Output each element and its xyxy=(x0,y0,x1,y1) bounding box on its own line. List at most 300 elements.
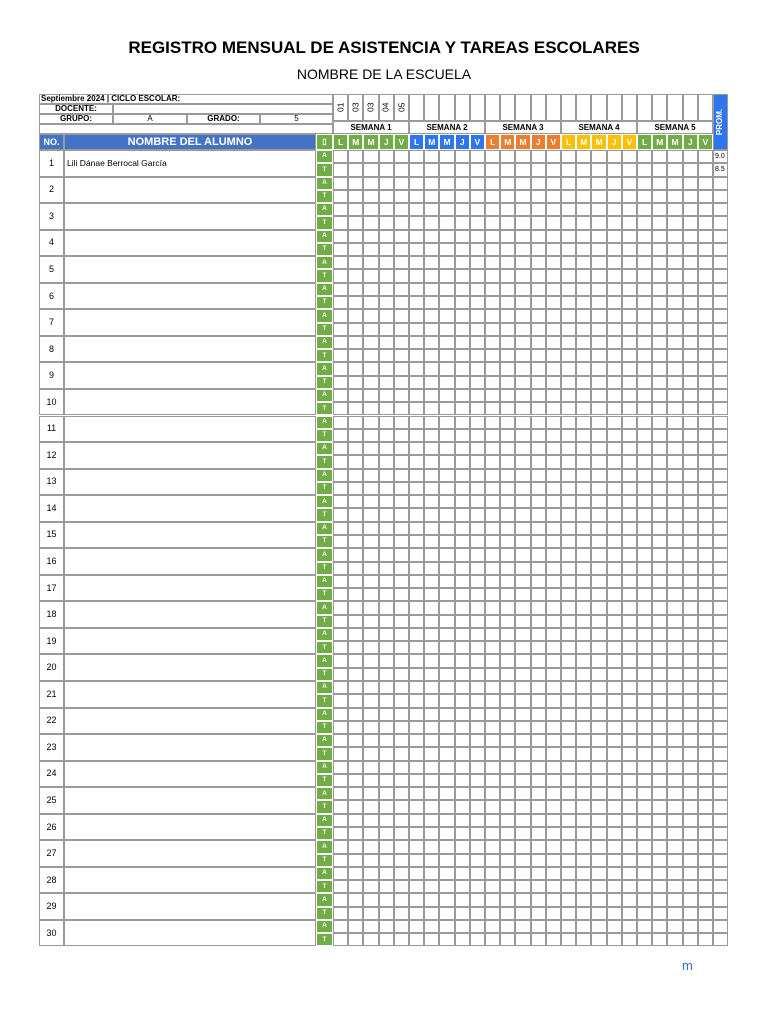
task-cell[interactable] xyxy=(333,376,348,389)
task-cell[interactable] xyxy=(546,588,561,601)
attendance-cell[interactable] xyxy=(348,893,363,906)
task-cell[interactable] xyxy=(379,854,394,867)
task-cell[interactable] xyxy=(439,402,454,415)
task-cell[interactable] xyxy=(363,535,378,548)
attendance-cell[interactable] xyxy=(683,893,698,906)
task-cell[interactable] xyxy=(379,827,394,840)
task-cell[interactable] xyxy=(531,535,546,548)
task-cell[interactable] xyxy=(470,482,485,495)
attendance-cell[interactable] xyxy=(622,920,637,933)
task-cell[interactable] xyxy=(622,296,637,309)
task-cell[interactable] xyxy=(652,402,667,415)
attendance-cell[interactable] xyxy=(637,814,652,827)
task-cell[interactable] xyxy=(515,216,530,229)
attendance-cell[interactable] xyxy=(470,814,485,827)
attendance-cell[interactable] xyxy=(500,177,515,190)
attendance-cell[interactable] xyxy=(531,256,546,269)
student-name[interactable] xyxy=(64,469,316,496)
attendance-cell[interactable] xyxy=(698,309,713,322)
attendance-cell[interactable] xyxy=(455,575,470,588)
attendance-cell[interactable] xyxy=(455,681,470,694)
task-cell[interactable] xyxy=(546,721,561,734)
task-cell[interactable] xyxy=(379,163,394,176)
date-cell[interactable] xyxy=(439,94,454,121)
task-cell[interactable] xyxy=(622,269,637,282)
task-cell[interactable] xyxy=(485,747,500,760)
attendance-cell[interactable] xyxy=(515,283,530,296)
task-cell[interactable] xyxy=(394,933,409,946)
task-cell[interactable] xyxy=(379,402,394,415)
attendance-cell[interactable] xyxy=(698,177,713,190)
task-cell[interactable] xyxy=(333,641,348,654)
attendance-cell[interactable] xyxy=(455,309,470,322)
attendance-cell[interactable] xyxy=(394,336,409,349)
attendance-cell[interactable] xyxy=(683,256,698,269)
attendance-cell[interactable] xyxy=(485,548,500,561)
attendance-cell[interactable] xyxy=(363,389,378,402)
attendance-cell[interactable] xyxy=(637,840,652,853)
task-cell[interactable] xyxy=(515,376,530,389)
task-cell[interactable] xyxy=(409,323,424,336)
task-cell[interactable] xyxy=(667,827,682,840)
task-cell[interactable] xyxy=(607,376,622,389)
attendance-cell[interactable] xyxy=(576,389,591,402)
attendance-cell[interactable] xyxy=(576,150,591,163)
task-cell[interactable] xyxy=(576,508,591,521)
task-cell[interactable] xyxy=(485,933,500,946)
task-cell[interactable] xyxy=(394,721,409,734)
attendance-cell[interactable] xyxy=(531,495,546,508)
attendance-cell[interactable] xyxy=(607,150,622,163)
task-cell[interactable] xyxy=(637,907,652,920)
attendance-cell[interactable] xyxy=(500,681,515,694)
task-cell[interactable] xyxy=(576,376,591,389)
task-cell[interactable] xyxy=(591,588,606,601)
attendance-cell[interactable] xyxy=(591,787,606,800)
attendance-cell[interactable] xyxy=(667,867,682,880)
attendance-cell[interactable] xyxy=(652,495,667,508)
task-cell[interactable] xyxy=(348,615,363,628)
task-cell[interactable] xyxy=(683,323,698,336)
attendance-cell[interactable] xyxy=(455,469,470,482)
task-cell[interactable] xyxy=(698,402,713,415)
attendance-cell[interactable] xyxy=(409,203,424,216)
attendance-cell[interactable] xyxy=(561,309,576,322)
task-cell[interactable] xyxy=(455,508,470,521)
attendance-cell[interactable] xyxy=(379,416,394,429)
task-cell[interactable] xyxy=(515,323,530,336)
attendance-cell[interactable] xyxy=(531,283,546,296)
task-cell[interactable] xyxy=(698,190,713,203)
attendance-cell[interactable] xyxy=(607,522,622,535)
task-cell[interactable] xyxy=(379,508,394,521)
task-cell[interactable] xyxy=(455,296,470,309)
attendance-cell[interactable] xyxy=(591,840,606,853)
task-cell[interactable] xyxy=(363,269,378,282)
task-cell[interactable] xyxy=(394,482,409,495)
attendance-cell[interactable] xyxy=(409,283,424,296)
task-cell[interactable] xyxy=(667,296,682,309)
task-cell[interactable] xyxy=(652,668,667,681)
date-cell[interactable] xyxy=(409,94,424,121)
task-cell[interactable] xyxy=(667,269,682,282)
task-cell[interactable] xyxy=(348,562,363,575)
attendance-cell[interactable] xyxy=(500,734,515,747)
task-cell[interactable] xyxy=(622,641,637,654)
task-cell[interactable] xyxy=(546,747,561,760)
task-cell[interactable] xyxy=(485,800,500,813)
task-cell[interactable] xyxy=(409,269,424,282)
task-cell[interactable] xyxy=(698,535,713,548)
attendance-cell[interactable] xyxy=(698,867,713,880)
task-cell[interactable] xyxy=(561,562,576,575)
task-cell[interactable] xyxy=(667,376,682,389)
attendance-cell[interactable] xyxy=(348,734,363,747)
attendance-cell[interactable] xyxy=(500,283,515,296)
task-cell[interactable] xyxy=(485,376,500,389)
task-cell[interactable] xyxy=(622,588,637,601)
attendance-cell[interactable] xyxy=(698,283,713,296)
attendance-cell[interactable] xyxy=(561,150,576,163)
grupo-value[interactable]: A xyxy=(113,114,187,124)
task-cell[interactable] xyxy=(348,376,363,389)
task-cell[interactable] xyxy=(439,615,454,628)
task-cell[interactable] xyxy=(500,880,515,893)
attendance-cell[interactable] xyxy=(394,893,409,906)
task-cell[interactable] xyxy=(470,588,485,601)
task-cell[interactable] xyxy=(591,668,606,681)
attendance-cell[interactable] xyxy=(515,893,530,906)
attendance-cell[interactable] xyxy=(485,867,500,880)
task-cell[interactable] xyxy=(622,694,637,707)
attendance-cell[interactable] xyxy=(394,654,409,667)
task-cell[interactable] xyxy=(561,243,576,256)
attendance-cell[interactable] xyxy=(683,362,698,375)
attendance-cell[interactable] xyxy=(622,681,637,694)
attendance-cell[interactable] xyxy=(333,787,348,800)
task-cell[interactable] xyxy=(363,402,378,415)
task-cell[interactable] xyxy=(424,907,439,920)
attendance-cell[interactable] xyxy=(500,336,515,349)
attendance-cell[interactable] xyxy=(409,787,424,800)
attendance-cell[interactable] xyxy=(500,840,515,853)
attendance-cell[interactable] xyxy=(698,840,713,853)
attendance-cell[interactable] xyxy=(333,681,348,694)
attendance-cell[interactable] xyxy=(591,469,606,482)
date-cell[interactable] xyxy=(607,94,622,121)
attendance-cell[interactable] xyxy=(379,389,394,402)
attendance-cell[interactable] xyxy=(698,203,713,216)
attendance-cell[interactable] xyxy=(363,708,378,721)
task-cell[interactable] xyxy=(394,854,409,867)
attendance-cell[interactable] xyxy=(485,177,500,190)
attendance-cell[interactable] xyxy=(348,601,363,614)
task-cell[interactable] xyxy=(561,588,576,601)
task-cell[interactable] xyxy=(546,190,561,203)
task-cell[interactable] xyxy=(652,296,667,309)
attendance-cell[interactable] xyxy=(409,362,424,375)
task-cell[interactable] xyxy=(394,190,409,203)
attendance-cell[interactable] xyxy=(409,309,424,322)
attendance-cell[interactable] xyxy=(409,601,424,614)
attendance-cell[interactable] xyxy=(394,203,409,216)
attendance-cell[interactable] xyxy=(394,708,409,721)
task-cell[interactable] xyxy=(363,349,378,362)
task-cell[interactable] xyxy=(698,933,713,946)
task-cell[interactable] xyxy=(379,376,394,389)
attendance-cell[interactable] xyxy=(333,230,348,243)
task-cell[interactable] xyxy=(333,854,348,867)
task-cell[interactable] xyxy=(348,296,363,309)
attendance-cell[interactable] xyxy=(698,628,713,641)
attendance-cell[interactable] xyxy=(333,177,348,190)
task-cell[interactable] xyxy=(546,562,561,575)
attendance-cell[interactable] xyxy=(424,416,439,429)
attendance-cell[interactable] xyxy=(683,867,698,880)
attendance-cell[interactable] xyxy=(652,601,667,614)
task-cell[interactable] xyxy=(363,615,378,628)
task-cell[interactable] xyxy=(546,535,561,548)
attendance-cell[interactable] xyxy=(531,177,546,190)
attendance-cell[interactable] xyxy=(607,177,622,190)
task-cell[interactable] xyxy=(576,455,591,468)
attendance-cell[interactable] xyxy=(637,495,652,508)
task-cell[interactable] xyxy=(698,774,713,787)
task-cell[interactable] xyxy=(439,482,454,495)
attendance-cell[interactable] xyxy=(591,920,606,933)
task-cell[interactable] xyxy=(500,907,515,920)
attendance-cell[interactable] xyxy=(348,814,363,827)
task-cell[interactable] xyxy=(622,854,637,867)
attendance-cell[interactable] xyxy=(409,548,424,561)
task-cell[interactable] xyxy=(531,349,546,362)
attendance-cell[interactable] xyxy=(470,575,485,588)
task-cell[interactable] xyxy=(531,455,546,468)
attendance-cell[interactable] xyxy=(333,256,348,269)
attendance-cell[interactable] xyxy=(515,177,530,190)
attendance-cell[interactable] xyxy=(363,840,378,853)
attendance-cell[interactable] xyxy=(683,203,698,216)
task-cell[interactable] xyxy=(531,615,546,628)
attendance-cell[interactable] xyxy=(439,442,454,455)
attendance-cell[interactable] xyxy=(683,761,698,774)
task-cell[interactable] xyxy=(379,323,394,336)
attendance-cell[interactable] xyxy=(333,628,348,641)
task-cell[interactable] xyxy=(652,508,667,521)
task-cell[interactable] xyxy=(515,269,530,282)
attendance-cell[interactable] xyxy=(424,920,439,933)
attendance-cell[interactable] xyxy=(379,654,394,667)
task-cell[interactable] xyxy=(576,323,591,336)
attendance-cell[interactable] xyxy=(379,283,394,296)
attendance-cell[interactable] xyxy=(439,867,454,880)
task-cell[interactable] xyxy=(667,854,682,867)
attendance-cell[interactable] xyxy=(455,283,470,296)
task-cell[interactable] xyxy=(591,641,606,654)
task-cell[interactable] xyxy=(622,615,637,628)
task-cell[interactable] xyxy=(683,880,698,893)
attendance-cell[interactable] xyxy=(348,628,363,641)
attendance-cell[interactable] xyxy=(485,734,500,747)
task-cell[interactable] xyxy=(500,588,515,601)
attendance-cell[interactable] xyxy=(591,654,606,667)
task-cell[interactable] xyxy=(500,243,515,256)
task-cell[interactable] xyxy=(515,296,530,309)
task-cell[interactable] xyxy=(409,508,424,521)
task-cell[interactable] xyxy=(379,190,394,203)
task-cell[interactable] xyxy=(652,694,667,707)
student-name[interactable] xyxy=(64,867,316,894)
attendance-cell[interactable] xyxy=(394,230,409,243)
task-cell[interactable] xyxy=(667,163,682,176)
student-name[interactable] xyxy=(64,256,316,283)
task-cell[interactable] xyxy=(576,880,591,893)
task-cell[interactable] xyxy=(622,163,637,176)
task-cell[interactable] xyxy=(576,402,591,415)
task-cell[interactable] xyxy=(622,774,637,787)
task-cell[interactable] xyxy=(455,854,470,867)
attendance-cell[interactable] xyxy=(485,708,500,721)
attendance-cell[interactable] xyxy=(394,442,409,455)
attendance-cell[interactable] xyxy=(652,867,667,880)
task-cell[interactable] xyxy=(439,508,454,521)
task-cell[interactable] xyxy=(531,163,546,176)
attendance-cell[interactable] xyxy=(622,601,637,614)
task-cell[interactable] xyxy=(470,800,485,813)
task-cell[interactable] xyxy=(698,827,713,840)
task-cell[interactable] xyxy=(409,880,424,893)
attendance-cell[interactable] xyxy=(485,203,500,216)
attendance-cell[interactable] xyxy=(531,734,546,747)
task-cell[interactable] xyxy=(363,800,378,813)
attendance-cell[interactable] xyxy=(531,575,546,588)
attendance-cell[interactable] xyxy=(531,416,546,429)
attendance-cell[interactable] xyxy=(667,920,682,933)
attendance-cell[interactable] xyxy=(409,522,424,535)
attendance-cell[interactable] xyxy=(607,761,622,774)
task-cell[interactable] xyxy=(455,535,470,548)
task-cell[interactable] xyxy=(546,827,561,840)
attendance-cell[interactable] xyxy=(363,416,378,429)
student-name[interactable] xyxy=(64,840,316,867)
attendance-cell[interactable] xyxy=(667,203,682,216)
attendance-cell[interactable] xyxy=(485,309,500,322)
task-cell[interactable] xyxy=(607,747,622,760)
attendance-cell[interactable] xyxy=(333,920,348,933)
task-cell[interactable] xyxy=(591,827,606,840)
task-cell[interactable] xyxy=(591,190,606,203)
attendance-cell[interactable] xyxy=(637,654,652,667)
attendance-cell[interactable] xyxy=(470,177,485,190)
attendance-cell[interactable] xyxy=(439,787,454,800)
attendance-cell[interactable] xyxy=(607,628,622,641)
task-cell[interactable] xyxy=(333,455,348,468)
student-name[interactable] xyxy=(64,309,316,336)
attendance-cell[interactable] xyxy=(439,893,454,906)
task-cell[interactable] xyxy=(394,323,409,336)
attendance-cell[interactable] xyxy=(637,416,652,429)
task-cell[interactable] xyxy=(363,694,378,707)
attendance-cell[interactable] xyxy=(348,495,363,508)
task-cell[interactable] xyxy=(500,190,515,203)
task-cell[interactable] xyxy=(470,216,485,229)
attendance-cell[interactable] xyxy=(515,309,530,322)
student-name[interactable] xyxy=(64,787,316,814)
task-cell[interactable] xyxy=(424,349,439,362)
task-cell[interactable] xyxy=(576,854,591,867)
attendance-cell[interactable] xyxy=(531,893,546,906)
attendance-cell[interactable] xyxy=(500,654,515,667)
task-cell[interactable] xyxy=(637,482,652,495)
task-cell[interactable] xyxy=(622,562,637,575)
task-cell[interactable] xyxy=(394,243,409,256)
task-cell[interactable] xyxy=(455,429,470,442)
attendance-cell[interactable] xyxy=(394,150,409,163)
attendance-cell[interactable] xyxy=(455,920,470,933)
attendance-cell[interactable] xyxy=(607,814,622,827)
attendance-cell[interactable] xyxy=(424,522,439,535)
task-cell[interactable] xyxy=(652,774,667,787)
attendance-cell[interactable] xyxy=(379,177,394,190)
attendance-cell[interactable] xyxy=(607,442,622,455)
task-cell[interactable] xyxy=(667,747,682,760)
task-cell[interactable] xyxy=(500,535,515,548)
task-cell[interactable] xyxy=(409,854,424,867)
attendance-cell[interactable] xyxy=(439,840,454,853)
date-cell[interactable] xyxy=(683,94,698,121)
task-cell[interactable] xyxy=(698,163,713,176)
attendance-cell[interactable] xyxy=(637,309,652,322)
task-cell[interactable] xyxy=(637,588,652,601)
task-cell[interactable] xyxy=(683,269,698,282)
task-cell[interactable] xyxy=(485,907,500,920)
attendance-cell[interactable] xyxy=(515,601,530,614)
task-cell[interactable] xyxy=(667,588,682,601)
task-cell[interactable] xyxy=(363,243,378,256)
task-cell[interactable] xyxy=(470,376,485,389)
task-cell[interactable] xyxy=(455,376,470,389)
attendance-cell[interactable] xyxy=(424,681,439,694)
task-cell[interactable] xyxy=(455,800,470,813)
task-cell[interactable] xyxy=(683,800,698,813)
task-cell[interactable] xyxy=(576,269,591,282)
attendance-cell[interactable] xyxy=(622,416,637,429)
task-cell[interactable] xyxy=(439,641,454,654)
task-cell[interactable] xyxy=(622,402,637,415)
task-cell[interactable] xyxy=(409,800,424,813)
attendance-cell[interactable] xyxy=(546,389,561,402)
attendance-cell[interactable] xyxy=(500,150,515,163)
attendance-cell[interactable] xyxy=(576,840,591,853)
attendance-cell[interactable] xyxy=(637,442,652,455)
task-cell[interactable] xyxy=(470,694,485,707)
attendance-cell[interactable] xyxy=(591,336,606,349)
attendance-cell[interactable] xyxy=(470,522,485,535)
attendance-cell[interactable] xyxy=(576,761,591,774)
task-cell[interactable] xyxy=(455,349,470,362)
attendance-cell[interactable] xyxy=(531,362,546,375)
task-cell[interactable] xyxy=(485,216,500,229)
attendance-cell[interactable] xyxy=(455,442,470,455)
task-cell[interactable] xyxy=(500,747,515,760)
attendance-cell[interactable] xyxy=(485,389,500,402)
date-cell[interactable] xyxy=(531,94,546,121)
task-cell[interactable] xyxy=(485,243,500,256)
task-cell[interactable] xyxy=(394,588,409,601)
task-cell[interactable] xyxy=(683,615,698,628)
attendance-cell[interactable] xyxy=(500,893,515,906)
task-cell[interactable] xyxy=(424,323,439,336)
